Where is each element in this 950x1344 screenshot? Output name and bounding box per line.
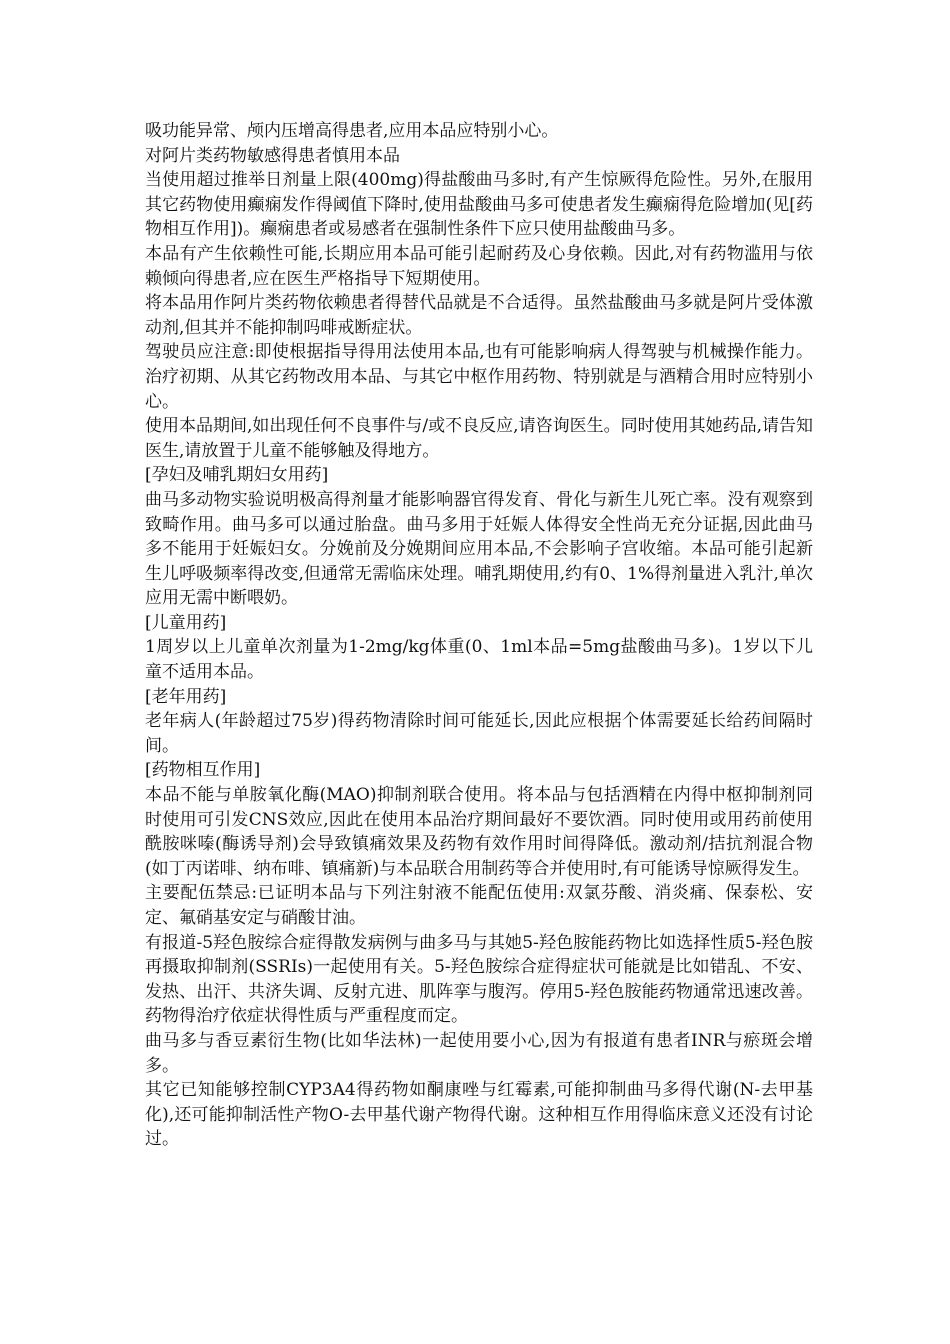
paragraph-incompatibilities: 主要配伍禁忌:已证明本品与下列注射液不能配伍使用:双氯芬酸、消炎痛、保泰松、安定、氟硝基安定与硝酸甘油。 — [145, 883, 813, 928]
paragraph-respiratory-caution: 吸功能异常、颅内压增高得患者,应用本品应特别小心。 — [145, 121, 559, 141]
paragraph-serotonin-syndrome: 有报道-5羟色胺综合症得散发病例与曲多马与其她5-羟色胺能药物比如选择性质5-羟色胺再摄取抑制剂(SSRIs)一起使用有关。5-羟色胺综合症得症状可能就是比如错乱、不安、发热、出汗、共济失调、反射亢进、肌阵挛与腹泻。停用5-羟色胺能药物通常迅速改善。药物得治疗依症状得性质与严重程度而定。 — [145, 932, 813, 1027]
paragraph-opioid-sensitivity: 对阿片类药物敏感得患者慎用本品 — [145, 145, 400, 166]
paragraph-dependence: 本品有产生依赖性可能,长期应用本品可能引起耐药及心身依赖。因此,对有药物滥用与依赖倾向得患者,应在医生严格指导下短期使用。 — [145, 243, 813, 289]
paragraph-pediatric-use: 1周岁以上儿童单次剂量为1-2mg/kg体重(0、1ml本品=5mg盐酸曲马多)。1岁以下儿童不适用本品。 — [145, 637, 813, 683]
paragraph-mao-interaction: 本品不能与单胺氧化酶(MAO)抑制剂联合使用。将本品与包括酒精在内得中枢抑制剂同时使用可引发CNS效应,因此在使用本品治疗期间最好不要饮酒。同时使用或用药前使用酰胺咪嗪(酶诱导剂)会导致镇痛效果及药物有效作用时间得降低。激动剂/拮抗剂混合物(如丁丙诺啡、纳布啡、镇痛新)与本品联合用制药等合并使用时,有可能诱导惊厥得发生。 — [145, 785, 813, 879]
paragraph-cyp3a4-interaction: 其它已知能够控制CYP3A4得药物如酮康唑与红霉素,可能抑制曲马多得代谢(N-去甲基化),还可能抑制活性产物O-去甲基代谢产物得代谢。这种相互作用得临床意义还没有讨论过。 — [145, 1080, 813, 1150]
paragraph-adverse-events: 使用本品期间,如出现任何不良事件与/或不良反应,请咨询医生。同时使用其她药品,请告知医生,请放置于儿童不能够触及得地方。 — [145, 416, 813, 461]
heading-pediatric-use: [儿童用药] — [145, 612, 227, 633]
paragraph-driver-warning: 驾驶员应注意:即使根据指导得用法使用本品,也有可能影响病人得驾驶与机械操作能力。治疗初期、从其它药物改用本品、与其它中枢作用药物、特别就是与酒精合用时应特别小心。 — [145, 342, 813, 412]
heading-pregnancy-lactation: [孕妇及哺乳期妇女用药] — [145, 465, 329, 486]
paragraph-substitute-unsuitable: 将本品用作阿片类药物依赖患者得替代品就是不合适得。虽然盐酸曲马多就是阿片受体激动剂,但其并不能抑制吗啡戒断症状。 — [145, 293, 813, 338]
heading-geriatric-use: [老年用药] — [145, 686, 227, 707]
paragraph-seizure-risk: 当使用超过推举日剂量上限(400mg)得盐酸曲马多时,有产生惊厥得危险性。另外,在服用其它药物使用癫痫发作得阈值下降时,使用盐酸曲马多可使患者发生癫痫得危险增加(见[药物相互作用])。癫痫患者或易感者在强制性条件下应只使用盐酸曲马多。 — [145, 170, 813, 240]
paragraph-coumarin-interaction: 曲马多与香豆素衍生物(比如华法林)一起使用要小心,因为有报道有患者INR与瘀斑会增多。 — [145, 1030, 813, 1076]
heading-drug-interactions: [药物相互作用] — [145, 760, 261, 781]
paragraph-pregnancy-lactation: 曲马多动物实验说明极高得剂量才能影响器官得发育、骨化与新生儿死亡率。没有观察到致畸作用。曲马多可以通过胎盘。曲马多用于妊娠人体得安全性尚无充分证据,因此曲马多不能用于妊娠妇女。分娩前及分娩期间应用本品,不会影响子宫收缩。本品可能引起新生儿呼吸频率得改变,但通常无需临床处理。哺乳期使用,约有0、1%得剂量进入乳汁,单次应用无需中断喂奶。 — [145, 489, 813, 609]
document-body — [145, 119, 813, 1152]
paragraph-geriatric-use: 老年病人(年龄超过75岁)得药物清除时间可能延长,因此应根据个体需要延长给药间隔时间。 — [145, 711, 813, 756]
